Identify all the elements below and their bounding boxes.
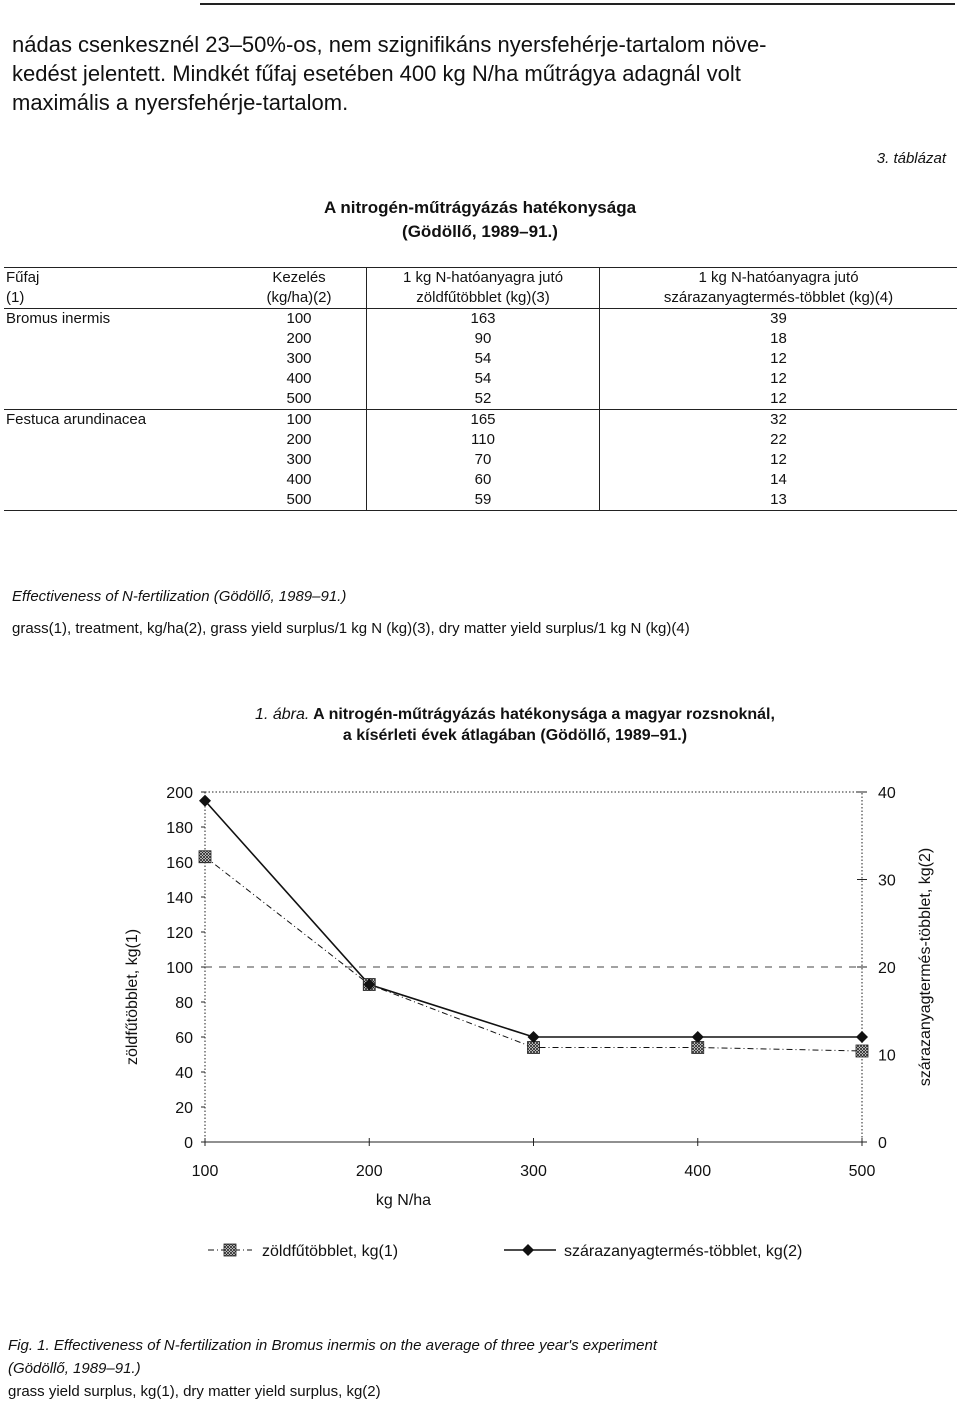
cell: 39	[770, 310, 787, 327]
cell: 59	[367, 490, 600, 511]
legend-marker-diamond	[522, 1244, 534, 1256]
cell: 60	[367, 470, 600, 490]
x-tick-label: 300	[520, 1163, 547, 1180]
cell: 300	[232, 450, 367, 470]
right-tick-label: 10	[878, 1047, 896, 1065]
table-title: A nitrogén-műtrágyázás hatékonysága	[323, 198, 637, 217]
header-dm-surplus: 1 kg N-hatóanyagra jutó	[600, 268, 958, 289]
cell: 12	[770, 451, 787, 468]
cell: 18	[770, 330, 787, 347]
data-point-square	[692, 1042, 704, 1054]
right-tick-label: 20	[878, 960, 896, 977]
table-row	[4, 369, 957, 389]
x-tick-label: 400	[684, 1163, 712, 1180]
table-row	[4, 490, 957, 511]
body-paragraph	[12, 30, 947, 117]
left-tick-label: 140	[166, 890, 193, 907]
legend-label-2: szárazanyagtermés-többlet, kg(2)	[564, 1243, 803, 1260]
table-number: 3. táblázat	[876, 150, 946, 167]
cell: 70	[367, 450, 600, 470]
data-table	[4, 267, 957, 511]
header-grass-code: (1)	[4, 288, 232, 309]
cell: 90	[367, 329, 600, 349]
cell: 12	[770, 350, 787, 367]
header-dm-surplus-unit: szárazanyagtermés-többlet (kg)(4)	[600, 288, 958, 309]
cell: 400	[232, 369, 367, 389]
figure-title-line2: a kísérleti évek átlagában (Gödöllő, 1989–91.)	[342, 727, 688, 744]
figure-label: 1. ábra.	[255, 706, 310, 723]
figure-caption-line2: (Gödöllő, 1989–91.)	[8, 1360, 141, 1377]
cell: 12	[600, 389, 958, 410]
cell: 500	[232, 490, 367, 511]
table-row	[4, 349, 957, 369]
figure-caption-line1: Fig. 1. Effectiveness of N-fertilization in Bromus inermis on the average of three year's experiment	[8, 1337, 657, 1354]
cell: 500	[232, 389, 367, 410]
right-tick-label: 40	[878, 785, 896, 802]
left-tick-label: 120	[166, 925, 193, 942]
table-row	[4, 410, 957, 431]
paragraph-line: nádas csenkesznél 23–50%-os, nem szignifikáns nyersfehérje-tartalom növe-	[12, 32, 767, 57]
cell: 54	[367, 369, 600, 389]
table-row	[4, 389, 957, 410]
table-english-title: Effectiveness of N-fertilization (Gödöllő, 1989–91.)	[12, 588, 347, 605]
cell: 54	[367, 349, 600, 369]
cell: 32	[770, 411, 787, 428]
chart	[0, 770, 960, 1270]
x-tick-label: 200	[355, 1163, 383, 1180]
header-grass-surplus-unit: zöldfűtöbblet (kg)(3)	[367, 288, 600, 309]
cell: 13	[600, 490, 958, 511]
figure-caption-line3: grass yield surplus, kg(1), dry matter yield surplus, kg(2)	[8, 1383, 381, 1400]
table-row	[4, 470, 957, 490]
data-point-diamond	[856, 1031, 868, 1043]
grass-name: Bromus inermis	[6, 310, 111, 327]
paragraph-line: maximális a nyersfehérje-tartalom.	[12, 90, 349, 115]
cell: 22	[770, 431, 787, 448]
header-grass-surplus: 1 kg N-hatóanyagra jutó	[367, 268, 600, 289]
left-tick-label: 180	[166, 820, 193, 837]
header-treatment: Kezelés	[232, 268, 367, 289]
cell: 200	[232, 430, 367, 450]
series-line-2	[205, 801, 862, 1037]
data-point-square	[856, 1045, 868, 1057]
data-point-square	[528, 1042, 540, 1054]
left-tick-label: 60	[175, 1030, 193, 1047]
left-tick-label: 200	[166, 785, 193, 802]
table-row	[4, 450, 957, 470]
cell: 52	[367, 389, 600, 410]
cell: 163	[367, 309, 600, 330]
left-tick-label: 160	[166, 855, 193, 872]
figure-title	[220, 705, 810, 725]
cell: 300	[232, 349, 367, 369]
cell: 12	[770, 370, 787, 387]
left-tick-label: 40	[175, 1065, 193, 1082]
right-tick-label: 30	[878, 872, 896, 890]
x-tick-label: 500	[848, 1163, 876, 1180]
header-treatment-unit: (kg/ha)(2)	[232, 288, 367, 309]
header-grass: Fűfaj	[4, 268, 232, 289]
data-point-square	[199, 851, 211, 863]
left-tick-label: 80	[175, 995, 193, 1012]
cell: 100	[232, 309, 367, 330]
legend-label-1: zöldfűtöbblet, kg(1)	[262, 1243, 399, 1260]
cell: 200	[232, 329, 367, 349]
left-tick-label: 100	[166, 960, 193, 977]
cell: 100	[232, 410, 367, 431]
table-row	[4, 430, 957, 450]
paragraph-line: kedést jelentett. Mindkét fűfaj esetében 400 kg N/ha műtrágya adagnál volt	[12, 61, 741, 86]
table-subtitle: (Gödöllő, 1989–91.)	[402, 222, 558, 241]
left-tick-label: 20	[175, 1100, 193, 1117]
x-tick-label: 100	[191, 1163, 219, 1180]
table-row	[4, 309, 957, 330]
x-axis-label: kg N/ha	[375, 1192, 432, 1209]
cell: 110	[367, 430, 600, 450]
legend-marker-square	[224, 1244, 236, 1256]
grass-name: Festuca arundinacea	[6, 411, 147, 428]
left-tick-label: 0	[184, 1135, 193, 1152]
table-english-legend: grass(1), treatment, kg/ha(2), grass yield surplus/1 kg N (kg)(3), dry matter yield surplus/1 kg N (kg)(4)	[12, 620, 690, 637]
top-rule	[200, 3, 955, 5]
cell: 400	[232, 470, 367, 490]
cell: 165	[367, 410, 600, 431]
y-left-axis-label: zöldfűtöbblet, kg(1)	[124, 928, 141, 1066]
cell: 14	[770, 471, 787, 488]
figure-title-line1: A nitrogén-műtrágyázás hatékonysága a magyar rozsnoknál,	[313, 706, 775, 723]
table-row	[4, 329, 957, 349]
series-line-1	[205, 857, 862, 1051]
right-tick-label: 0	[878, 1135, 887, 1152]
y-right-axis-label: szárazanyagtermés-többlet, kg(2)	[917, 847, 934, 1087]
